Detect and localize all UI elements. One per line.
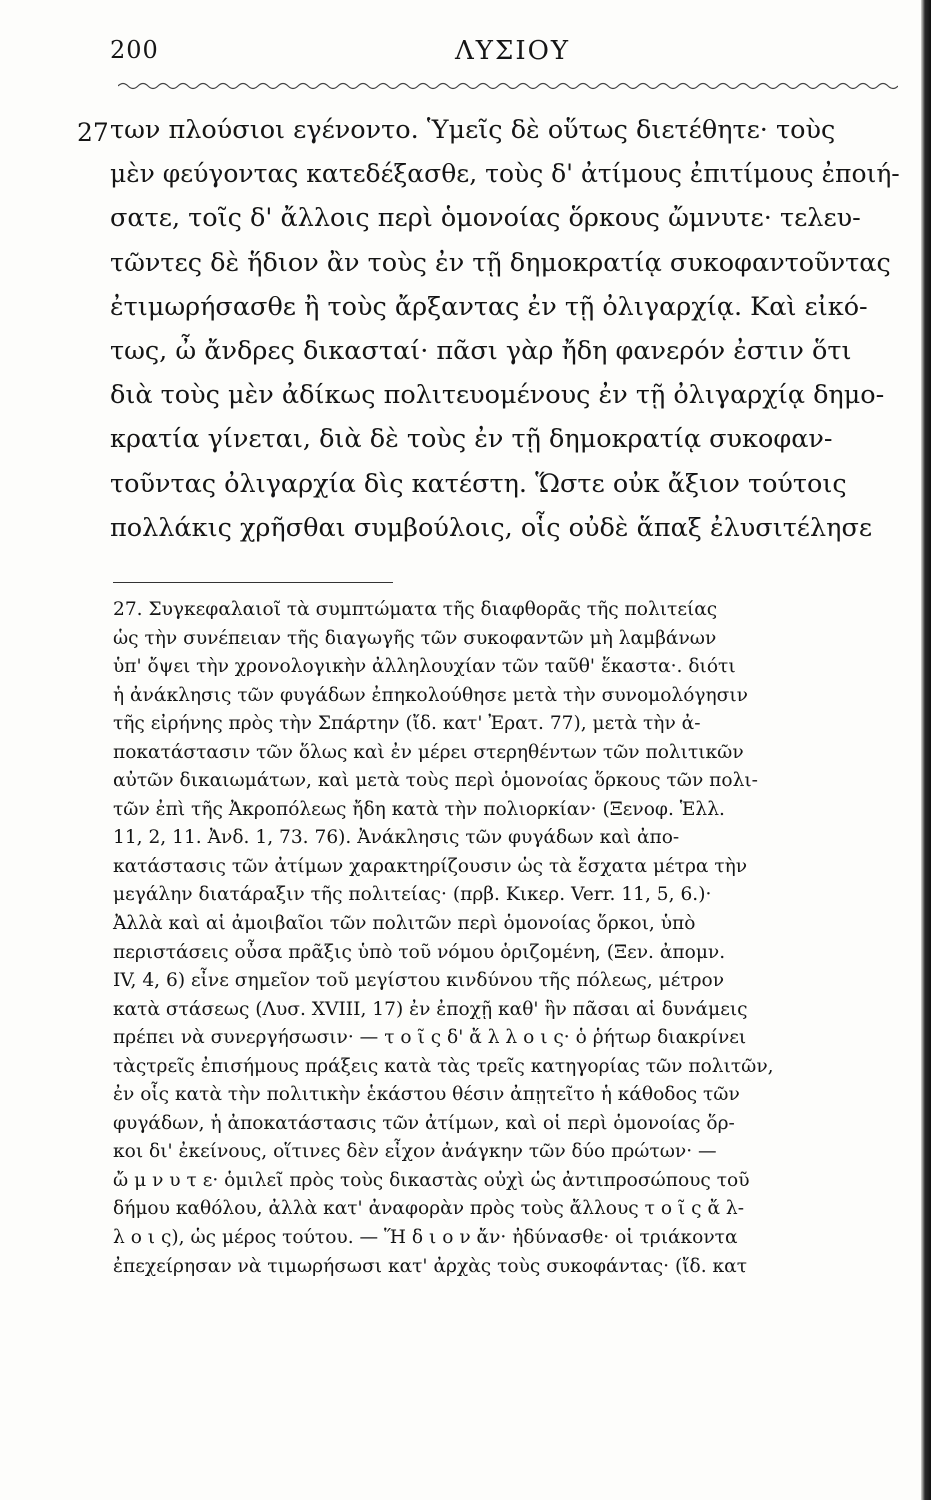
page-header xyxy=(100,36,890,76)
main-text-line: διὰ τοὺς μὲν ἀδίκως πολιτευομένους ἐν τῇ ὀλιγαρχίᾳ δημο- xyxy=(110,380,885,411)
page-edge-shadow xyxy=(921,0,931,1500)
note-line: 27. Συγκεφαλαιοῖ τὰ συμπτώματα τῆς διαφθορᾶς τῆς πολιτείας xyxy=(113,599,718,620)
note-line: τῆς εἰρήνης πρὸς τὴν Σπάρτην (ἴδ. κατ' Ἐρατ. 77), μετὰ τὴν ἀ- xyxy=(113,713,701,735)
note-line: κατὰ στάσεως (Λυσ. XVIII, 17) ἐν ἐποχῇ καθ' ἣν πᾶσαι αἱ δυνάμεις xyxy=(113,998,748,1020)
note-line: ἐν οἷς κατὰ τὴν πολιτικὴν ἑκάστου θέσιν ἀπῃτεῖτο ἡ κάθοδος τῶν xyxy=(113,1084,740,1106)
main-text-line: τοῦντας ὀλιγαρχία δὶς κατέστη. Ὥστε οὐκ ἄξιον τούτοις xyxy=(110,468,847,499)
note-line: ποκατάστασιν τῶν ὅλως καὶ ἐν μέρει στερηθέντων τῶν πολιτικῶν xyxy=(113,741,744,763)
note-line: ἡ ἀνάκλησις τῶν φυγάδων ἐπηκολούθησε μετὰ τὴν συνομολόγησιν xyxy=(113,684,748,706)
note-line: ὡς τὴν συνέπειαν τῆς διαγωγῆς τῶν συκοφαντῶν μὴ λαμβάνων xyxy=(113,627,717,649)
note-line: μεγάλην διατάραξιν τῆς πολιτείας· (πρβ. Κικερ. Verr. 11, 5, 6.)· xyxy=(113,884,712,906)
note-line: τὰςτρεῖς ἐπισήμους πράξεις κατὰ τὰς τρεῖς κατηγορίας τῶν πολιτῶν, xyxy=(113,1055,774,1077)
main-text-line: των πλούσιοι εγένοντο. Ὑμεῖς δὲ οὕτως διετέθητε· τοὺς xyxy=(110,115,836,145)
footnote-separator xyxy=(113,582,393,583)
running-title: ΛΥΣΙΟΥ xyxy=(455,36,571,66)
section-number: 27 xyxy=(77,118,109,147)
main-text-line: τως, ὦ ἄνδρες δικασταί· πᾶσι γὰρ ἤδη φανερόν ἐστιν ὅτι xyxy=(110,335,852,366)
note-line: 11, 2, 11. Ἀνδ. 1, 73. 76). Ἀνάκλησις τῶν φυγάδων καὶ ἀπο- xyxy=(113,827,680,849)
note-line: κοι δι' ἐκείνους, οἵτινες δὲν εἶχον ἀνάγκην τῶν δύο πρώτων· — xyxy=(113,1141,717,1163)
note-line: ὤ μ ν υ τ ε· ὁμιλεῖ πρὸς τοὺς δικαστὰς οὐχὶ ὡς ἀντιπροσώπους τοῦ xyxy=(113,1169,750,1191)
commentary-notes xyxy=(113,596,903,1281)
page-number: 200 xyxy=(110,36,159,64)
note-line: περιστάσεις οὖσα πρᾶξις ὑπὸ τοῦ νόμου ὁριζομένη, (Ξεν. ἀπομν. xyxy=(113,941,726,963)
note-line: φυγάδων, ἡ ἀποκατάστασις τῶν ἀτίμων, καὶ οἱ περὶ ὁμονοίας ὅρ- xyxy=(113,1112,735,1134)
note-line: ἐπεχείρησαν νὰ τιμωρήσωσι κατ' ἀρχὰς τοὺς συκοφάντας· (ἴδ. κατ xyxy=(113,1255,747,1277)
main-text-line: σατε, τοῖς δ' ἄλλοις περὶ ὁμονοίας ὅρκους ὤμνυτε· τελευ- xyxy=(110,203,861,234)
note-line: πρέπει νὰ συνεργήσωσιν· — τ ο ῖ ς δ' ἄ λ λ ο ι ς· ὁ ῥήτωρ διακρίνει xyxy=(113,1027,747,1049)
note-line: τῶν ἐπὶ τῆς Ἀκροπόλεως ἤδη κατὰ τὴν πολιορκίαν· (Ξενοφ. Ἑλλ. xyxy=(113,798,725,820)
main-text-line: μὲν φεύγοντας κατεδέξασθε, τοὺς δ' ἀτίμους ἐπιτίμους ἐποιή- xyxy=(110,159,900,190)
note-line: IV, 4, 6) εἶνε σημεῖον τοῦ μεγίστου κινδύνου τῆς πόλεως, μέτρον xyxy=(113,970,725,992)
note-line: δήμου καθόλου, ἀλλὰ κατ' ἀναφορὰν πρὸς τοὺς ἄλλους τ ο ῖ ς ἄ λ- xyxy=(113,1198,744,1220)
main-text-line: τῶντες δὲ ἥδιον ἂν τοὺς ἐν τῇ δημοκρατίᾳ συκοφαντοῦντας xyxy=(110,247,891,278)
note-line: αὐτῶν δικαιωμάτων, καὶ μετὰ τοὺς περὶ ὁμονοίας ὅρκους τῶν πολι- xyxy=(113,770,758,792)
note-line: Ἀλλὰ καὶ αἱ ἀμοιβαῖοι τῶν πολιτῶν περὶ ὁμονοίας ὅρκοι, ὑπὸ xyxy=(113,913,696,935)
header-wavy-rule xyxy=(118,80,898,92)
note-line: λ ο ι ς), ὡς μέρος τούτου. — Ἥ δ ι ο ν ἄν· ἠδύνασθε· οἱ τριάκοντα xyxy=(113,1227,738,1249)
note-line: κατάστασις τῶν ἀτίμων χαρακτηρίζουσιν ὡς τὰ ἔσχατα μέτρα τὴν xyxy=(113,855,748,877)
note-line: ὑπ' ὄψει τὴν χρονολογικὴν ἀλληλουχίαν τῶν ταῦθ' ἕκαστα·. διότι xyxy=(113,656,736,678)
main-text-line: ἐτιμωρήσασθε ἢ τοὺς ἄρξαντας ἐν τῇ ὀλιγαρχίᾳ. Καὶ εἰκό- xyxy=(110,291,868,322)
main-text xyxy=(110,108,910,550)
main-text-line: πολλάκις χρῆσθαι συμβούλοις, οἷς οὐδὲ ἅπαξ ἐλυσιτέλησε xyxy=(110,512,873,543)
main-text-line: κρατία γίνεται, διὰ δὲ τοὺς ἐν τῇ δημοκρατίᾳ συκοφαν- xyxy=(110,424,833,455)
